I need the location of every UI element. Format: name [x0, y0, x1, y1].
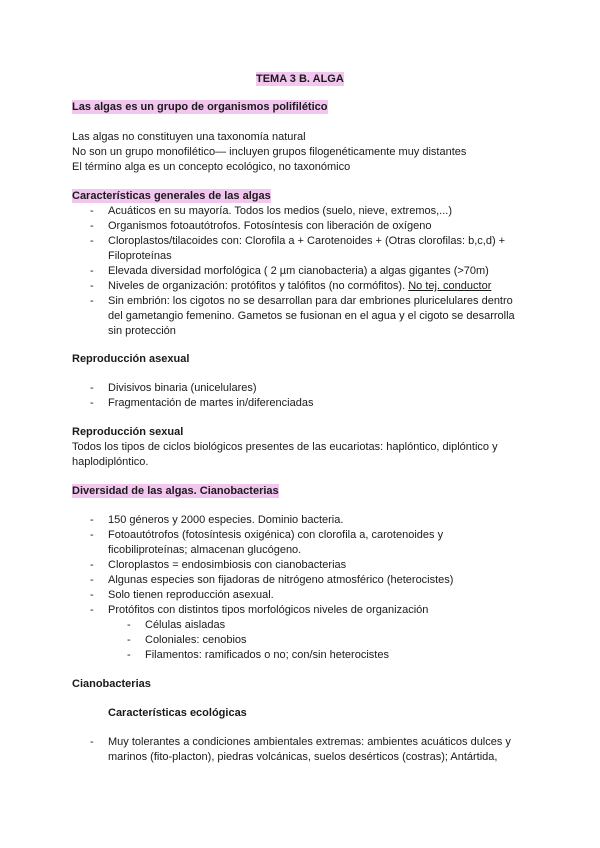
bullet-dash: -: [90, 205, 94, 217]
list-item: Fragmentación de martes in/diferenciadas: [108, 397, 314, 409]
document-title: TEMA 3 B. ALGA: [256, 73, 344, 85]
section-heading-caracteristicas: Características generales de las algas: [72, 190, 271, 202]
bullet-dash: -: [90, 265, 94, 277]
list-item-continuation: ficobiliproteínas; almacenan glucógeno.: [108, 544, 302, 556]
list-item: Elevada diversidad morfológica ( 2 µm cianobacteria) a algas gigantes (>70m): [108, 265, 489, 277]
bullet-dash: -: [90, 235, 94, 247]
bullet-dash: -: [90, 736, 94, 748]
list-item: Solo tienen reproducción asexual.: [108, 589, 274, 601]
paragraph-line: No son un grupo monofilético— incluyen grupos filogenéticamente muy distantes: [72, 146, 467, 158]
list-item: Cloroplastos = endosimbiosis con cianobacterias: [108, 559, 347, 571]
sub-list-item: Filamentos: ramificados o no; con/sin heterocistes: [145, 649, 389, 661]
list-item: Muy tolerantes a condiciones ambientales extremas: ambientes acuáticos dulces y: [108, 736, 511, 748]
list-item: [108, 279, 491, 293]
bullet-dash: -: [90, 382, 94, 394]
sub-list-item: Coloniales: cenobios: [145, 634, 247, 646]
sub-bullet-dash: -: [127, 619, 131, 631]
list-item: Algunas especies son fijadoras de nitrógeno atmosférico (heterocistes): [108, 574, 454, 586]
section-heading-reproduccion-sexual: Reproducción sexual: [72, 426, 184, 438]
bullet-dash: -: [90, 529, 94, 541]
section-heading-cianobacterias: Cianobacterias: [72, 678, 151, 690]
list-item-continuation: sin protección: [108, 325, 176, 337]
bullet-dash: -: [90, 514, 94, 526]
underlined-text: No tej. conductor: [408, 280, 492, 292]
sub-bullet-dash: -: [127, 649, 131, 661]
bullet-dash: -: [90, 559, 94, 571]
subsection-heading-ecologicas: Características ecológicas: [108, 707, 247, 719]
bullet-dash: -: [90, 604, 94, 616]
list-item: 150 géneros y 2000 especies. Dominio bacteria.: [108, 514, 344, 526]
list-item-continuation: marinos (fito-placton), piedras volcánicas, suelos desérticos (costras); Antártida,: [108, 751, 498, 763]
list-item: Divisivos binaria (unicelulares): [108, 382, 257, 394]
bullet-dash: -: [90, 280, 94, 292]
list-item-continuation: del gametangio femenino. Gametos se fusionan en el agua y el cigoto se desarrolla: [108, 310, 515, 322]
paragraph-line: haplodiplóntico.: [72, 456, 149, 468]
bullet-dash: -: [90, 397, 94, 409]
list-item-text: Niveles de organización: protófitos y talófitos (no cormófitos).: [108, 280, 406, 292]
bullet-dash: -: [90, 220, 94, 232]
section-heading-diversidad: Diversidad de las algas. Cianobacterias: [72, 485, 279, 497]
bullet-dash: -: [90, 574, 94, 586]
list-item-continuation: Filoproteínas: [108, 250, 172, 262]
paragraph-line: Las algas no constituyen una taxonomía natural: [72, 131, 306, 143]
sub-bullet-dash: -: [127, 634, 131, 646]
paragraph-line: Todos los tipos de ciclos biológicos presentes de las eucariotas: haplóntico, diplóntico y: [72, 441, 498, 453]
list-item: Sin embrión: los cigotos no se desarrollan para dar embriones pluricelulares dentro: [108, 295, 513, 307]
paragraph-line: El término alga es un concepto ecológico, no taxonómico: [72, 161, 351, 173]
list-item: Organismos fotoautótrofos. Fotosíntesis con liberación de oxígeno: [108, 220, 432, 232]
section-heading-polifiletico: Las algas es un grupo de organismos polifilético: [72, 101, 328, 113]
section-heading-reproduccion-asexual: Reproducción asexual: [72, 353, 190, 365]
list-item: Protófitos con distintos tipos morfológicos niveles de organización: [108, 604, 429, 616]
list-item: Cloroplastos/tilacoides con: Clorofila a + Carotenoides + (Otras clorofilas: b,c,d) +: [108, 235, 506, 247]
bullet-dash: -: [90, 295, 94, 307]
list-item: Acuáticos en su mayoría. Todos los medios (suelo, nieve, extremos,...): [108, 205, 453, 217]
sub-list-item: Células aisladas: [145, 619, 226, 631]
bullet-dash: -: [90, 589, 94, 601]
list-item: Fotoautótrofos (fotosíntesis oxigénica) con clorofila a, carotenoides y: [108, 529, 444, 541]
